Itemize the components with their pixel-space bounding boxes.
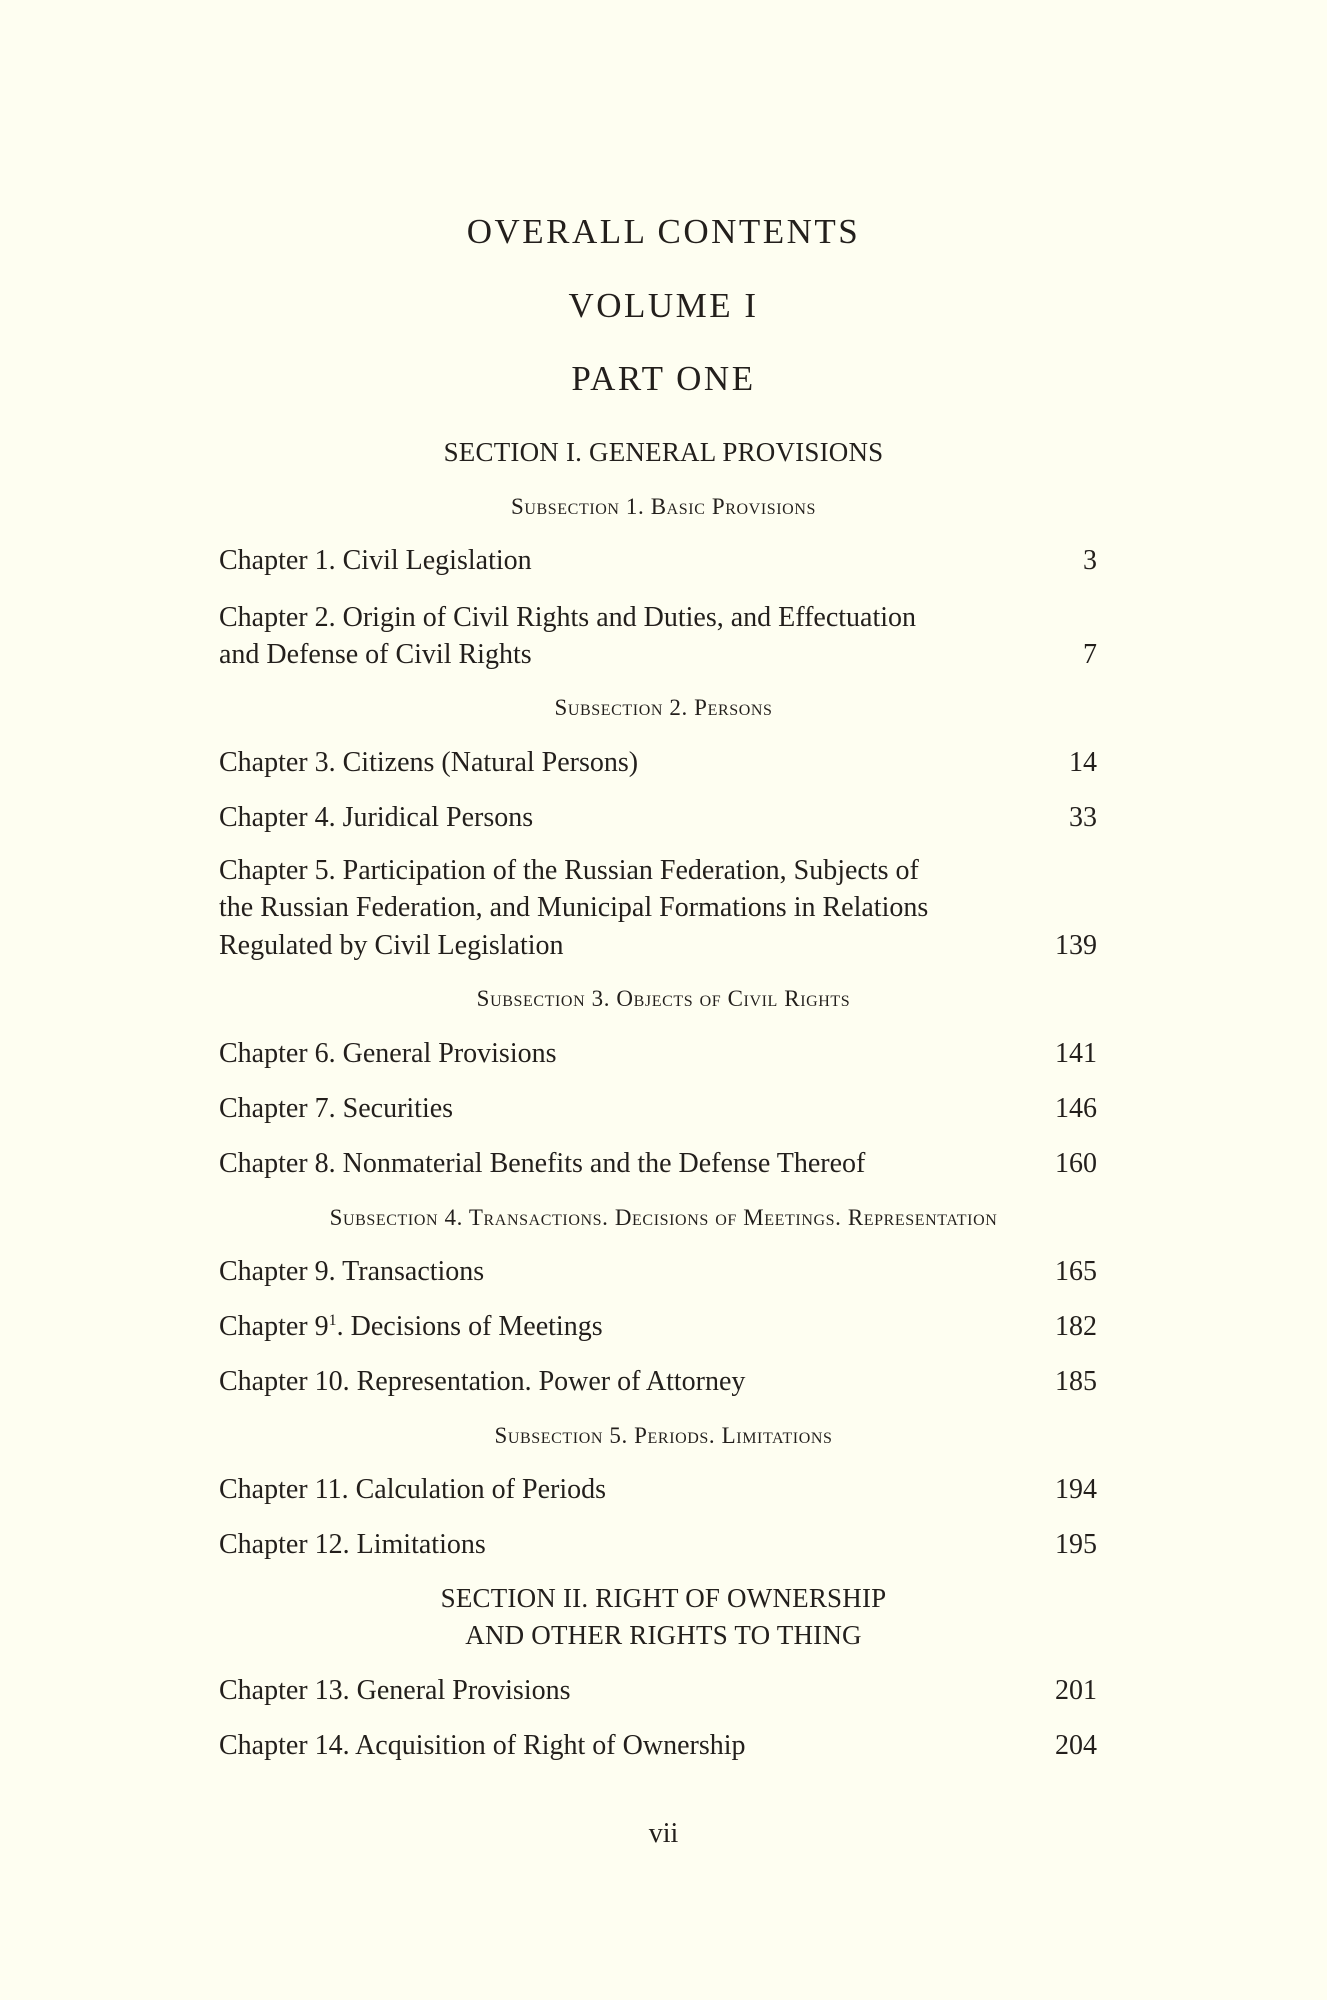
page-number: 14 (1069, 747, 1097, 778)
page-number: 33 (1069, 802, 1097, 833)
page-number: 146 (1055, 1093, 1097, 1124)
chapter-prefix: Chapter 9 (219, 1311, 329, 1342)
page-number: 195 (1055, 1529, 1097, 1560)
page-title: OVERALL CONTENTS (466, 212, 861, 251)
chapter-title[interactable]: Chapter 3. Citizens (Natural Persons) (219, 747, 639, 778)
page-number: 201 (1055, 1675, 1097, 1706)
chapter-title[interactable]: Chapter 4. Juridical Persons (219, 802, 534, 833)
chapter-title-line-3[interactable]: Regulated by Civil Legislation (219, 930, 564, 961)
page-number: 185 (1055, 1366, 1097, 1397)
chapter-title-line-1[interactable]: Chapter 2. Origin of Civil Rights and Duties, and Effectuation (219, 602, 917, 633)
chapter-title[interactable]: Chapter 10. Representation. Power of Attorney (219, 1366, 746, 1397)
page-number: 3 (1083, 545, 1097, 576)
page-number: 194 (1055, 1474, 1097, 1505)
chapter-title[interactable]: Chapter 14. Acquisition of Right of Ownership (219, 1730, 746, 1761)
chapter-title-line-2[interactable]: the Russian Federation, and Municipal Formations in Relations (219, 892, 929, 923)
chapter-title-line-2[interactable]: and Defense of Civil Rights (219, 639, 532, 670)
page-number: 141 (1055, 1038, 1097, 1069)
chapter-title[interactable]: Chapter 1. Civil Legislation (219, 545, 532, 576)
subsection-1-heading: Subsection 1. Basic Provisions (510, 494, 816, 519)
subsection-2-heading: Subsection 2. Persons (554, 695, 773, 720)
page-number: 204 (1055, 1730, 1097, 1761)
chapter-title[interactable]: Chapter 13. General Provisions (219, 1675, 571, 1706)
page-folio: vii (648, 1818, 679, 1849)
page-number: 160 (1055, 1148, 1097, 1179)
chapter-title[interactable] (219, 1311, 603, 1343)
page-number: 182 (1055, 1311, 1097, 1342)
subsection-5-heading: Subsection 5. Periods. Limitations (494, 1423, 833, 1448)
part-heading: PART ONE (571, 359, 756, 398)
section-2-heading-line-1: SECTION II. RIGHT OF OWNERSHIP (440, 1583, 887, 1613)
subsection-4-heading: Subsection 4. Transactions. Decisions of Meetings. Representation (329, 1205, 998, 1230)
volume-heading: VOLUME I (568, 286, 759, 325)
subsection-3-heading: Subsection 3. Objects of Civil Rights (476, 986, 851, 1011)
section-1-heading: SECTION I. GENERAL PROVISIONS (443, 437, 884, 467)
chapter-superscript: 1 (328, 1312, 337, 1329)
chapter-title-line-1[interactable]: Chapter 5. Participation of the Russian Federation, Subjects of (219, 855, 919, 886)
page-number: 139 (1055, 930, 1097, 961)
chapter-title[interactable]: Chapter 9. Transactions (219, 1256, 485, 1287)
chapter-title[interactable]: Chapter 12. Limitations (219, 1529, 486, 1560)
chapter-title[interactable]: Chapter 6. General Provisions (219, 1038, 557, 1069)
chapter-title[interactable]: Chapter 7. Securities (219, 1093, 454, 1124)
chapter-suffix: . Decisions of Meetings (336, 1311, 603, 1342)
section-2-heading-line-2: AND OTHER RIGHTS TO THING (465, 1620, 862, 1650)
chapter-title[interactable]: Chapter 11. Calculation of Periods (219, 1474, 606, 1505)
chapter-title[interactable]: Chapter 8. Nonmaterial Benefits and the Defense Thereof (219, 1148, 866, 1179)
page-number: 7 (1083, 639, 1097, 670)
page-number: 165 (1055, 1256, 1097, 1287)
